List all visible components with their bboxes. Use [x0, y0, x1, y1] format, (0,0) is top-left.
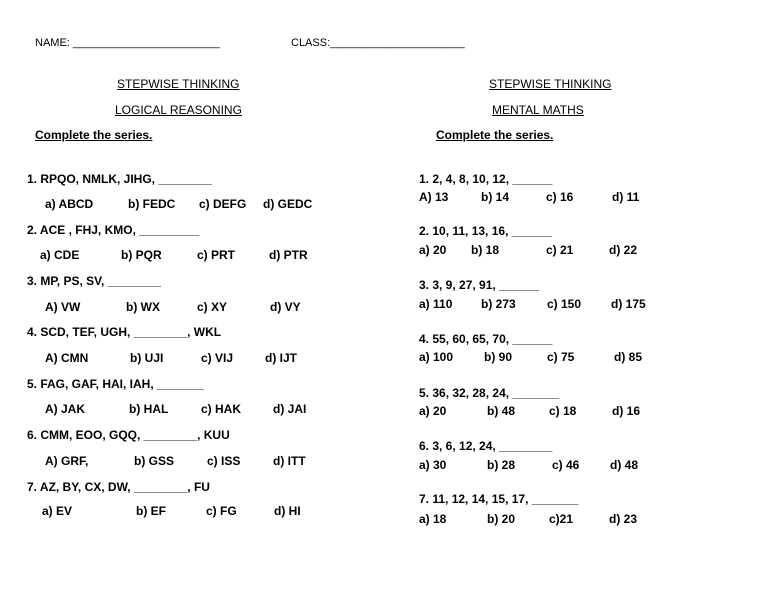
right-question-5-option-a: a) 20 [419, 404, 447, 418]
right-question-7-option-a: a) 18 [419, 512, 447, 526]
right-question-5-option-c: c) 18 [549, 404, 577, 418]
left-question-5-option-c: c) HAK [201, 402, 242, 416]
left-question-7-option-d: d) HI [274, 504, 301, 518]
right-question-6-option-c: c) 46 [552, 458, 580, 472]
right-question-7-option-c: c)21 [549, 512, 574, 526]
right-question-4-option-b: b) 90 [484, 350, 513, 364]
right-question-5: 5. 36, 32, 28, 24, _______ [419, 386, 560, 400]
right-question-5-option-b: b) 48 [487, 404, 516, 418]
left-question-1-option-c: c) DEFG [199, 197, 247, 211]
right-question-3: 3. 3, 9, 27, 91, ______ [419, 278, 540, 292]
right-question-1-option-a: A) 13 [419, 190, 449, 204]
left-question-7-option-a: a) EV [42, 504, 73, 518]
right-question-1-option-b: b) 14 [481, 190, 510, 204]
right-question-2-option-d: d) 22 [609, 243, 638, 257]
right-question-2-option-b: b) 18 [471, 243, 500, 257]
left-question-4-option-c: c) VIJ [201, 351, 234, 365]
left-question-7: 7. AZ, BY, CX, DW, ________, FU [27, 480, 210, 494]
left-question-6-option-c: c) ISS [207, 454, 241, 468]
left-question-6: 6. CMM, EOO, GQQ, ________, KUU [27, 428, 230, 442]
left-title: STEPWISE THINKING [117, 77, 240, 91]
left-instruction: Complete the series. [35, 128, 153, 142]
right-instruction: Complete the series. [436, 128, 554, 142]
right-question-4-option-d: d) 85 [614, 350, 643, 364]
left-question-3-option-a: A) VW [45, 300, 81, 314]
right-question-6-option-d: d) 48 [610, 458, 639, 472]
left-question-2-option-d: d) PTR [269, 248, 308, 262]
left-question-3-option-d: d) VY [270, 300, 301, 314]
left-question-6-option-a: A) GRF, [45, 454, 89, 468]
right-subtitle: MENTAL MATHS [492, 103, 584, 117]
left-question-3-option-b: b) WX [126, 300, 160, 314]
right-title: STEPWISE THINKING [489, 77, 612, 91]
name-field-label: NAME: ________________________ [35, 37, 220, 49]
right-question-7: 7. 11, 12, 14, 15, 17, _______ [419, 492, 579, 506]
right-question-7-option-b: b) 20 [487, 512, 516, 526]
right-question-1-option-c: c) 16 [546, 190, 574, 204]
right-question-2: 2. 10, 11, 13, 16, ______ [419, 224, 552, 238]
left-question-5-option-a: A) JAK [45, 402, 86, 416]
left-question-1-option-d: d) GEDC [263, 197, 313, 211]
left-question-5-option-b: b) HAL [129, 402, 169, 416]
left-question-2-option-a: a) CDE [40, 248, 80, 262]
left-question-7-option-c: c) FG [206, 504, 237, 518]
right-question-5-option-d: d) 16 [612, 404, 641, 418]
left-question-4-option-a: A) CMN [45, 351, 89, 365]
left-question-6-option-d: d) ITT [273, 454, 306, 468]
right-question-1-option-d: d) 11 [612, 190, 640, 204]
right-question-6-option-b: b) 28 [487, 458, 516, 472]
right-question-7-option-d: d) 23 [609, 512, 638, 526]
left-question-1-option-a: a) ABCD [45, 197, 94, 211]
left-subtitle: LOGICAL REASONING [115, 103, 242, 117]
left-question-1: 1. RPQO, NMLK, JIHG, ________ [27, 172, 212, 186]
left-question-4-option-b: b) UJI [130, 351, 164, 365]
right-question-3-option-d: d) 175 [611, 297, 646, 311]
left-question-2: 2. ACE , FHJ, KMO, _________ [27, 223, 200, 237]
right-question-6-option-a: a) 30 [419, 458, 447, 472]
right-question-3-option-b: b) 273 [481, 297, 516, 311]
left-question-1-option-b: b) FEDC [128, 197, 176, 211]
right-question-3-option-a: a) 110 [419, 297, 453, 311]
left-question-4-option-d: d) IJT [265, 351, 297, 365]
left-question-5: 5. FAG, GAF, HAI, IAH, _______ [27, 377, 204, 391]
left-question-3: 3. MP, PS, SV, ________ [27, 274, 162, 288]
left-question-5-option-d: d) JAI [273, 402, 307, 416]
right-question-2-option-c: c) 21 [546, 243, 574, 257]
left-question-2-option-b: b) PQR [121, 248, 162, 262]
left-question-4: 4. SCD, TEF, UGH, ________, WKL [27, 325, 222, 339]
right-question-4: 4. 55, 60, 65, 70, ______ [419, 332, 553, 346]
class-field-label: CLASS:______________________ [291, 37, 465, 49]
right-question-3-option-c: c) 150 [547, 297, 582, 311]
right-question-2-option-a: a) 20 [419, 243, 447, 257]
left-question-7-option-b: b) EF [136, 504, 166, 518]
right-question-4-option-a: a) 100 [419, 350, 454, 364]
left-question-3-option-c: c) XY [197, 300, 228, 314]
left-question-2-option-c: c) PRT [197, 248, 236, 262]
right-question-1: 1. 2, 4, 8, 10, 12, ______ [419, 172, 553, 186]
left-question-6-option-b: b) GSS [134, 454, 175, 468]
right-question-6: 6. 3, 6, 12, 24, ________ [419, 439, 553, 453]
right-question-4-option-c: c) 75 [547, 350, 575, 364]
